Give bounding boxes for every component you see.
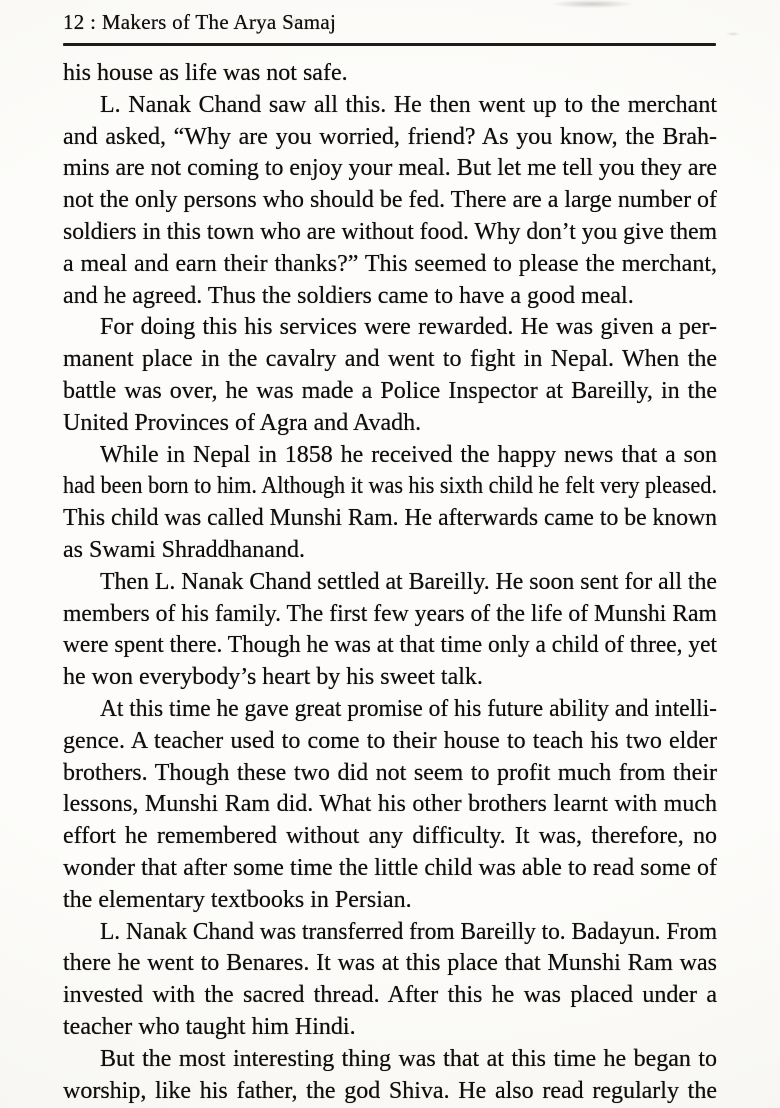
text-line: wonder that after some time the little child was able to read some of [63, 854, 717, 881]
text-line: United Provinces of Agra and Avadh. [63, 409, 422, 436]
text-line: lessons, Munshi Ram did. What his other brothers learnt with much [63, 791, 717, 818]
text-line: For doing this his services were rewarded. He was given a per- [100, 314, 717, 341]
page-header [0, 0, 780, 34]
text-line: a meal and earn their thanks?” This seemed to please the merchant, [63, 250, 717, 277]
text-line: and asked, “Why are you worried, friend? As you know, the Brah- [63, 123, 717, 150]
text-line: While in Nepal in 1858 he received the happy news that a son [100, 441, 717, 468]
text-line: mins are not coming to enjoy your meal. But let me tell you they are [63, 155, 718, 182]
text-line: At this time he gave great promise of his future ability and intelli- [100, 695, 717, 722]
text-line: worship, like his father, the god Shiva. He also read regularly the [63, 1077, 717, 1104]
text-line: there he went to Benares. It was at this place that Munshi Ram was [63, 950, 717, 977]
text-line: gence. A teacher used to come to their house to teach his two elder [63, 727, 717, 754]
text-line: members of his family. The first few years of the life of Munshi Ram [63, 600, 717, 627]
text-line: he won everybody’s heart by his sweet talk. [63, 664, 483, 691]
text-line: were spent there. Though he was at that time only a child of three, yet [63, 632, 718, 659]
text-line: But the most interesting thing was that at this time he began to [100, 1045, 717, 1072]
text-line: not the only persons who should be fed. There are a large number of [63, 187, 718, 214]
text-line: his house as life was not safe. [63, 60, 348, 86]
running-head: 12 : Makers of The Arya Samaj [63, 10, 337, 34]
text-line: invested with the sacred thread. After this he was placed under a [63, 982, 717, 1009]
text-line: and he agreed. Thus the soldiers came to have a good meal. [63, 282, 634, 309]
text-line: had been born to him. Although it was his sixth child he felt very pleased. [63, 473, 718, 500]
text-line: This child was called Munshi Ram. He afterwards came to be known [63, 505, 718, 532]
text-line: brothers. Though these two did not seem to profit much from their [63, 759, 717, 786]
page-body [0, 46, 780, 1107]
text-line: Then L. Nanak Chand settled at Bareilly. He soon sent for all the [100, 568, 717, 595]
text-line: soldiers in this town who are without food. Why don’t you give them [63, 218, 718, 245]
text-line: the elementary textbooks in Persian. [63, 886, 412, 913]
text-line: battle was over, he was made a Police Inspector at Bareilly, in the [63, 377, 717, 404]
text-line: L. Nanak Chand saw all this. He then went up to the merchant [100, 91, 717, 118]
text-line: effort he remembered without any difficulty. It was, therefore, no [63, 823, 717, 850]
text-line: as Swami Shraddhanand. [63, 536, 305, 563]
text-line: teacher who taught him Hindi. [63, 1013, 356, 1040]
text-line: L. Nanak Chand was transferred from Bareilly to. Badayun. From [100, 918, 718, 945]
text-line: manent place in the cavalry and went to fight in Nepal. When the [63, 346, 717, 373]
